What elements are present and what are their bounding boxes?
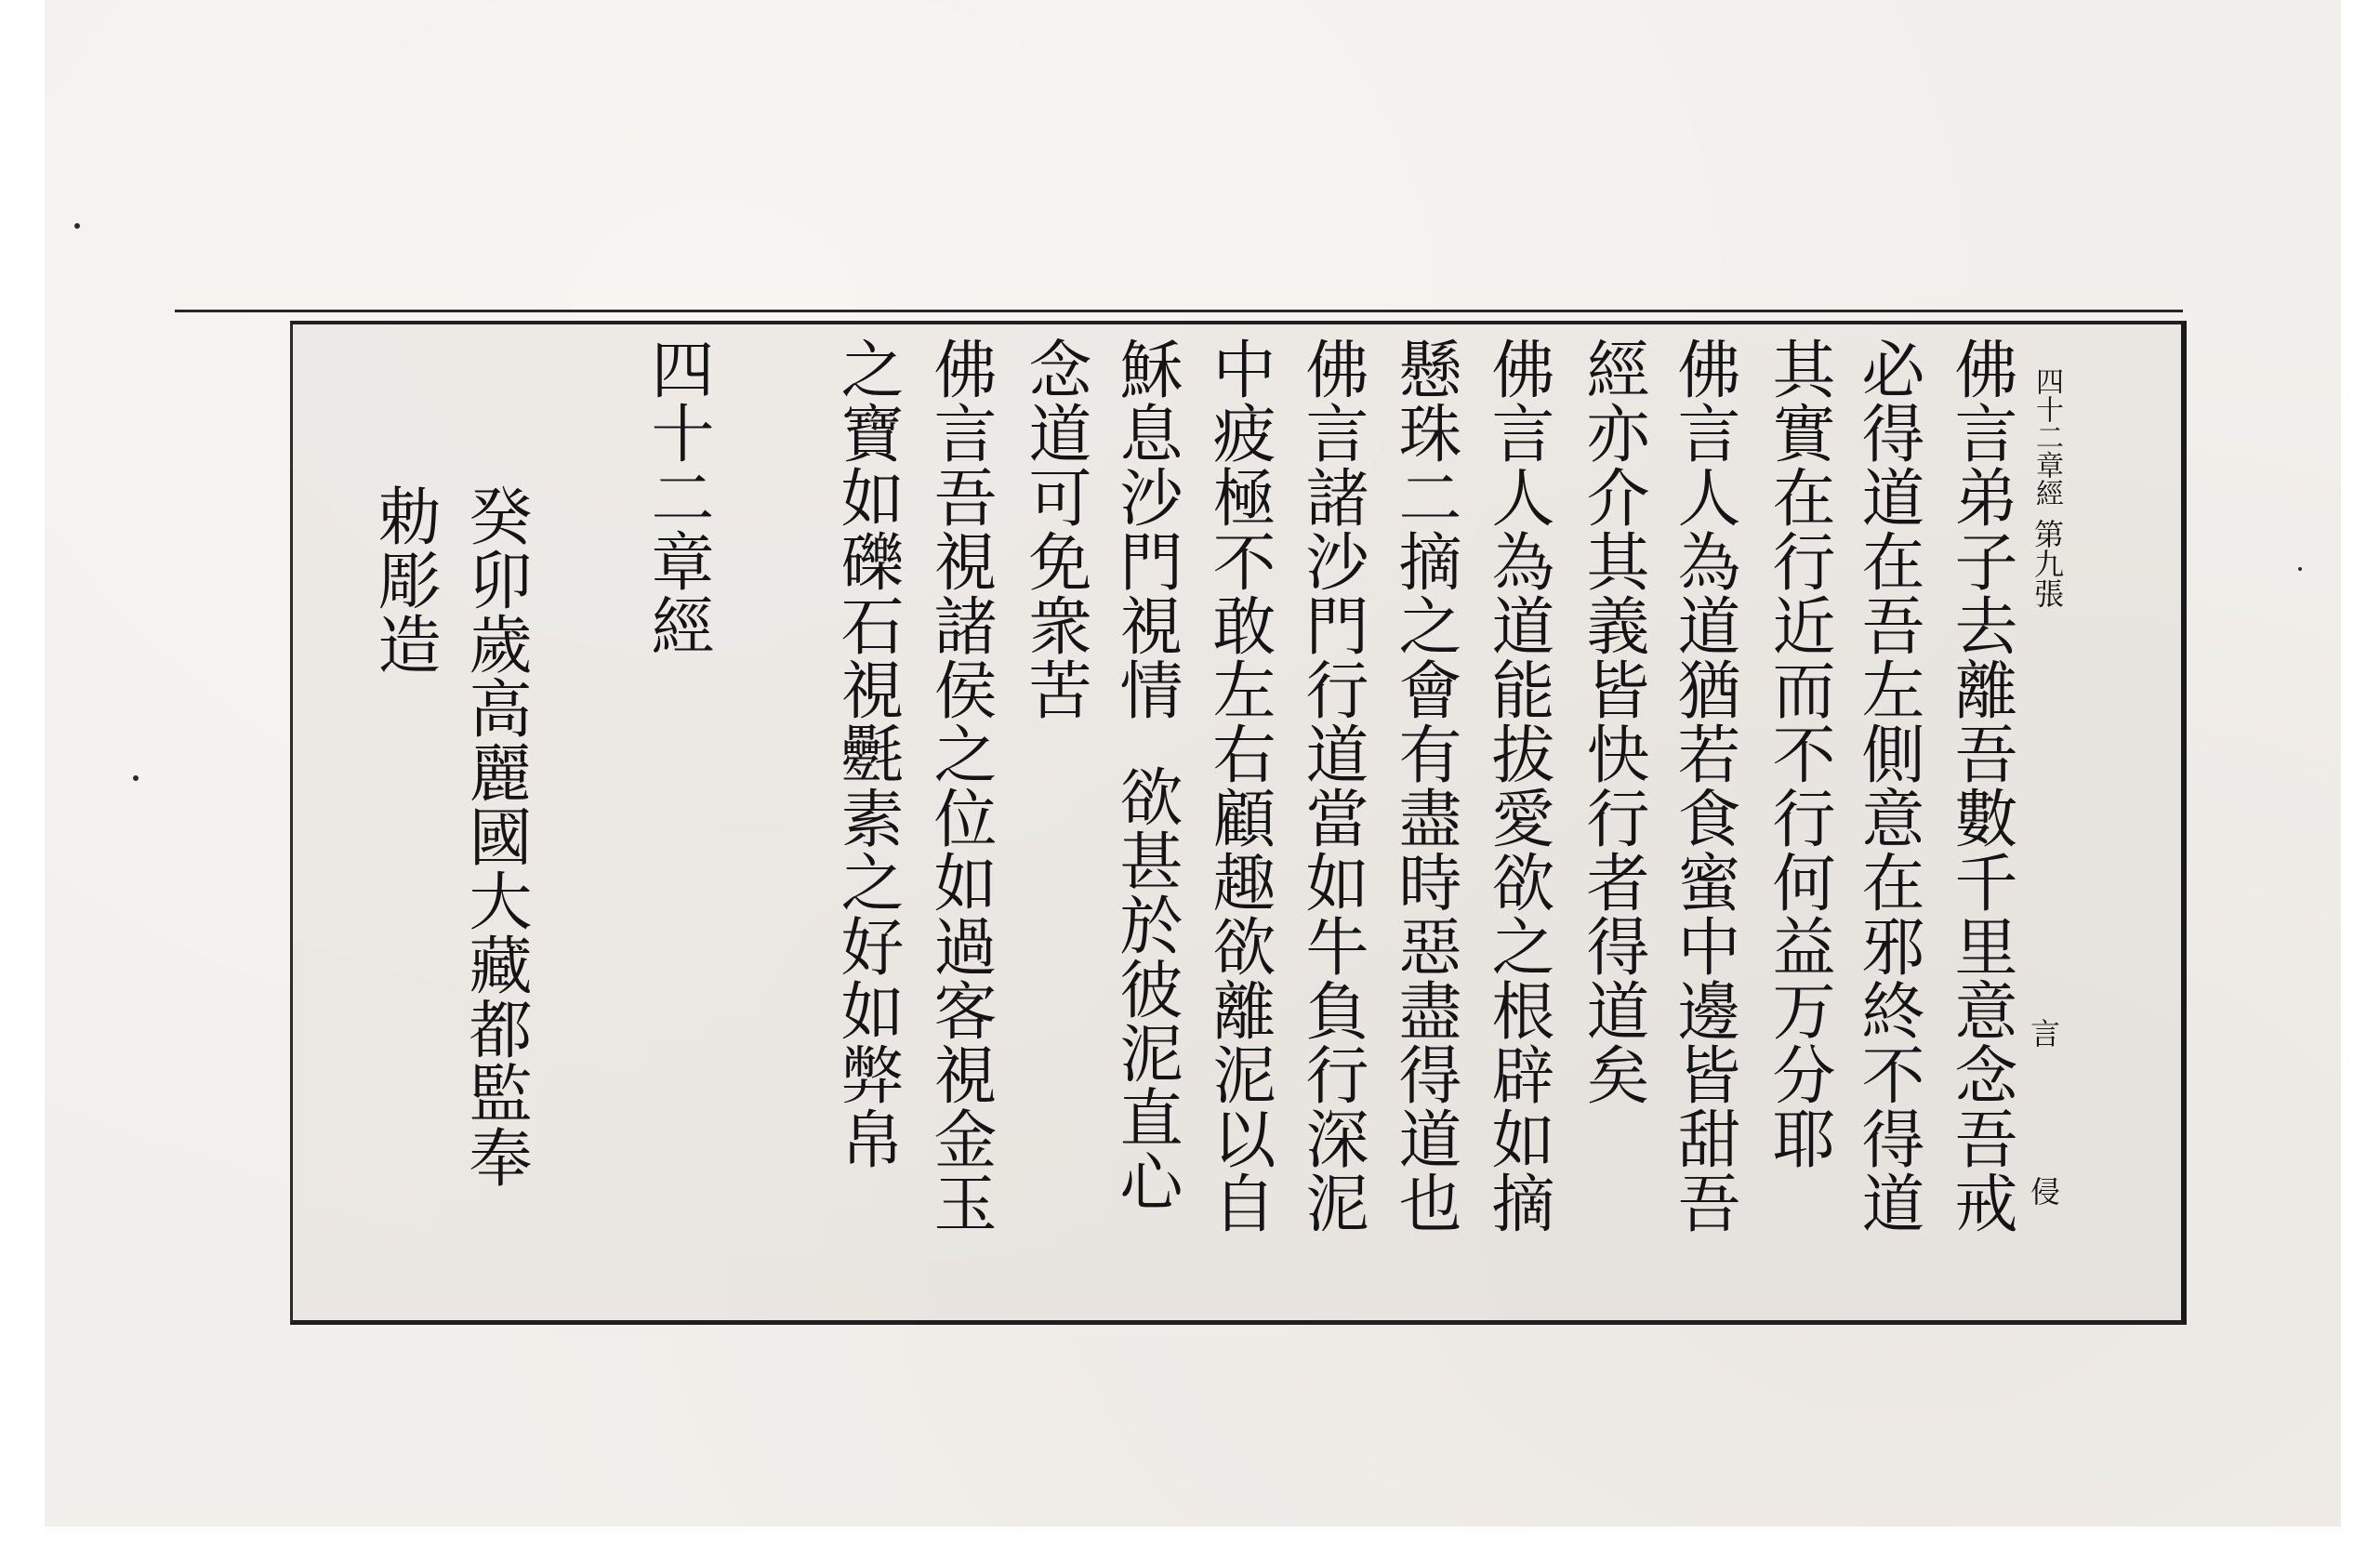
- text-column-11: 念道可免衆苦: [1018, 337, 1091, 721]
- text-column-3: 其實在行近而不行何益万分耶: [1762, 337, 1835, 1170]
- text-column-8: 佛言諸沙門行道當如牛負行深泥: [1295, 337, 1368, 1235]
- left-margin: [0, 0, 45, 1547]
- colophon-line-2: 勅彫造: [367, 483, 441, 676]
- top-rule-line: [175, 310, 2183, 312]
- colophon-title: 四十二章經: [641, 337, 714, 657]
- ink-speck: [2298, 567, 2302, 571]
- text-column-13: 之寶如礫石視氎素之好如弊帛: [830, 337, 904, 1170]
- text-column-10b: 欲甚於彼泥直心: [1109, 764, 1183, 1213]
- text-column-6: 佛言人為道能拔愛欲之根辟如摘: [1481, 337, 1554, 1235]
- text-column-9: 中疲極不敢左右顧趣欲離泥以自: [1202, 337, 1276, 1235]
- right-margin: [2341, 0, 2380, 1547]
- text-column-7: 懸珠二摘之會有盡時惡盡得道也: [1388, 337, 1461, 1235]
- bottom-margin: [0, 1527, 2380, 1547]
- text-column-1: 佛言弟子去離吾數千里意念吾戒: [1944, 337, 2017, 1235]
- text-column-12: 佛言吾視諸侯之位如過客視金玉: [923, 337, 997, 1235]
- text-column-10: 穌息沙門視情: [1109, 337, 1183, 721]
- colophon-line-1: 癸卯歲高麗國大藏都監奉: [458, 483, 532, 1189]
- margin-title: 四十二章經: [2030, 367, 2063, 507]
- ink-speck: [133, 775, 139, 781]
- text-column-5: 經亦介其義皆快行者得道矣: [1576, 337, 1649, 1106]
- margin-marker-2: 侵: [2026, 1176, 2061, 1206]
- margin-marker: 言: [2026, 1018, 2061, 1048]
- text-column-4: 佛言人為道猶若食蜜中邊皆甜吾: [1667, 337, 1740, 1235]
- ink-speck: [74, 223, 80, 229]
- text-column-2: 必得道在吾左側意在邪終不得道: [1851, 337, 1924, 1235]
- page-number-label: 第九張: [2030, 519, 2065, 608]
